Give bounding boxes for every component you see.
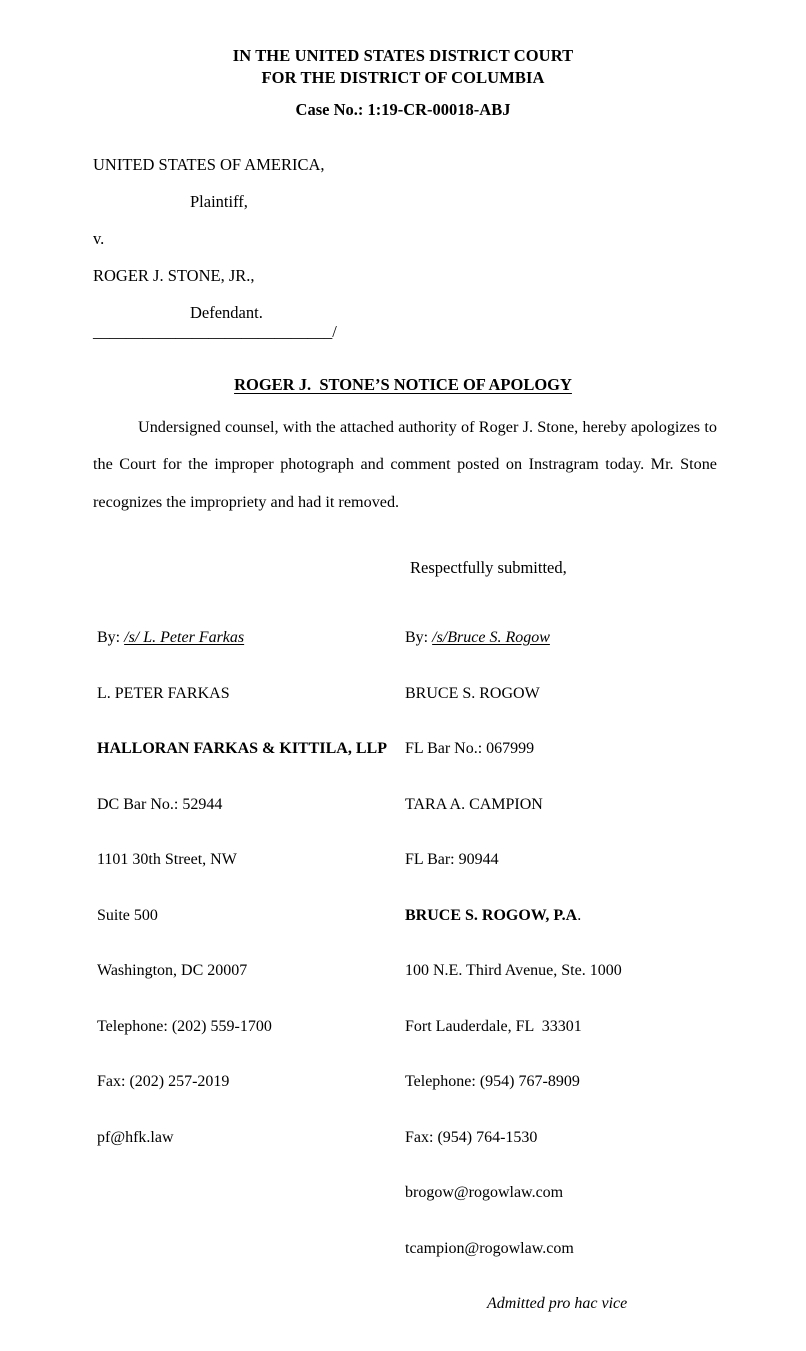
firm-name-right-period: . (577, 906, 582, 924)
caption-separator-line: _____________________________/ (93, 322, 337, 341)
attorney-name-left: L. PETER FARKAS (97, 684, 230, 702)
address-line2-right: Fort Lauderdale, FL 33301 (405, 1017, 582, 1035)
fax-left: Fax: (202) 257-2019 (97, 1073, 230, 1090)
signature-block-left (97, 592, 387, 1184)
signature-block-right (405, 592, 627, 1351)
email1-right: brogow@rogowlaw.com (405, 1184, 564, 1201)
versus-line: v. (93, 229, 105, 248)
address-line2-left: Suite 500 (97, 906, 158, 924)
address-line1-right: 100 N.E. Third Avenue, Ste. 1000 (405, 962, 622, 979)
attorney-name-right: BRUCE S. ROGOW (405, 684, 540, 702)
court-name-line2: FOR THE DISTRICT OF COLUMBIA (261, 68, 545, 87)
firm-name-right-bold: BRUCE S. ROGOW, P.A (405, 906, 578, 924)
by-label-left: By: (97, 629, 125, 646)
firm-name-left: HALLORAN FARKAS & KITTILA, LLP (97, 740, 387, 757)
bar-number-right: FL Bar No.: 067999 (405, 740, 535, 757)
defendant-name: ROGER J. STONE, JR., (93, 266, 255, 285)
case-caption (93, 155, 337, 341)
plaintiff-name: UNITED STATES OF AMERICA, (93, 155, 325, 174)
signature-text-left: /s/ L. Peter Farkas (124, 629, 245, 646)
address-line3-left: Washington, DC 20007 (97, 962, 248, 979)
document-title: ROGER J. STONE’S NOTICE OF APOLOGY (234, 375, 572, 394)
signature-by-line-left (97, 629, 387, 648)
email2-right: tcampion@rogowlaw.com (405, 1239, 574, 1257)
attorney2-bar-right: FL Bar: 90944 (405, 851, 499, 868)
case-number: Case No.: 1:19-CR-00018-ABJ (295, 100, 511, 119)
telephone-right: Telephone: (954) 767-8909 (405, 1073, 580, 1090)
email-left: pf@hfk.law (97, 1128, 174, 1146)
address-line1-left: 1101 30th Street, NW (97, 851, 237, 868)
signature-text-right: /s/Bruce S. Rogow (432, 629, 550, 646)
defendant-designation: Defendant. (190, 303, 263, 322)
by-label-right: By: (405, 629, 433, 646)
pro-hac-vice-note: Admitted pro hac vice (487, 1295, 628, 1312)
plaintiff-designation: Plaintiff, (190, 192, 248, 211)
court-name-line1: IN THE UNITED STATES DISTRICT COURT (232, 46, 574, 65)
court-header (0, 45, 806, 89)
attorney2-name-right: TARA A. CAMPION (405, 795, 543, 813)
bar-number-left: DC Bar No.: 52944 (97, 795, 223, 813)
firm-name-right (405, 907, 627, 926)
signature-by-line-right (405, 629, 627, 648)
telephone-left: Telephone: (202) 559-1700 (97, 1017, 272, 1035)
closing-line: Respectfully submitted, (410, 558, 567, 577)
body-paragraph: Undersigned counsel, with the attached authority of Roger J. Stone, hereby apologizes to the Court for the improper photograph and comment posted on Instragram today. Mr. Stone recognizes the impropriety and had it removed. (93, 418, 717, 511)
fax-right: Fax: (954) 764-1530 (405, 1128, 538, 1146)
